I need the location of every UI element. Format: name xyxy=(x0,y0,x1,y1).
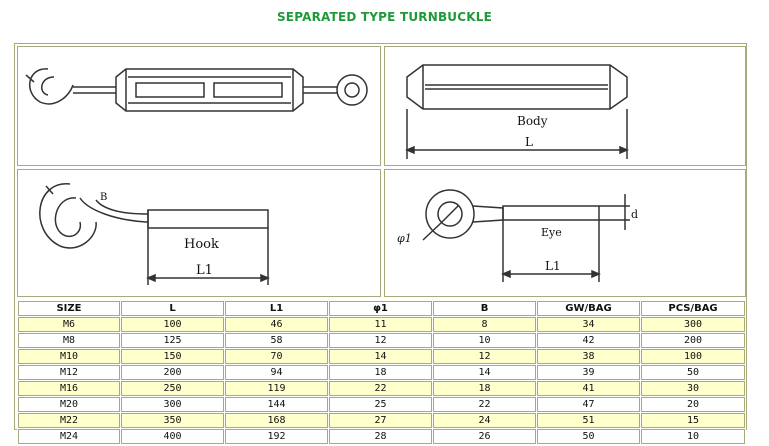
table-cell: 192 xyxy=(225,429,328,444)
table-cell: 200 xyxy=(121,365,224,380)
table-cell: 20 xyxy=(641,397,745,412)
table-cell: 350 xyxy=(121,413,224,428)
table-cell: 22 xyxy=(329,381,432,396)
table-cell: 26 xyxy=(433,429,536,444)
table-cell: 15 xyxy=(641,413,745,428)
spec-table xyxy=(17,300,746,445)
eye-label: Eye xyxy=(541,226,562,239)
eye-drawing xyxy=(385,170,747,298)
table-cell: 25 xyxy=(329,397,432,412)
eye-drawing-panel xyxy=(384,169,746,297)
eye-phi-label: φ1 xyxy=(397,232,412,245)
body-drawing-panel xyxy=(384,46,746,166)
table-cell: 27 xyxy=(329,413,432,428)
table-cell: 47 xyxy=(537,397,640,412)
table-body xyxy=(18,317,745,444)
table-row xyxy=(18,381,745,396)
table-cell: 250 xyxy=(121,381,224,396)
table-cell: 58 xyxy=(225,333,328,348)
table-header-row xyxy=(18,301,745,316)
table-cell: 119 xyxy=(225,381,328,396)
hook-drawing-panel xyxy=(17,169,381,297)
table-row xyxy=(18,397,745,412)
table-cell: 22 xyxy=(433,397,536,412)
column-header: GW/BAG xyxy=(537,301,640,316)
table-cell: 14 xyxy=(329,349,432,364)
table-cell: 12 xyxy=(433,349,536,364)
table-row xyxy=(18,349,745,364)
table-cell: 46 xyxy=(225,317,328,332)
table-cell: 144 xyxy=(225,397,328,412)
table-cell: 18 xyxy=(433,381,536,396)
table-cell: M22 xyxy=(18,413,120,428)
table-row xyxy=(18,413,745,428)
table-cell: 38 xyxy=(537,349,640,364)
table-cell: 70 xyxy=(225,349,328,364)
table-cell: 51 xyxy=(537,413,640,428)
table-cell: 168 xyxy=(225,413,328,428)
column-header: L1 xyxy=(225,301,328,316)
table-cell: 200 xyxy=(641,333,745,348)
column-header: φ1 xyxy=(329,301,432,316)
table-cell: M6 xyxy=(18,317,120,332)
table-cell: 100 xyxy=(121,317,224,332)
eye-d-label: d xyxy=(631,208,639,221)
table-cell: 30 xyxy=(641,381,745,396)
table-cell: 24 xyxy=(433,413,536,428)
table-cell: 150 xyxy=(121,349,224,364)
hook-dimension-label: L1 xyxy=(196,263,213,278)
table-row xyxy=(18,333,745,348)
body-label: Body xyxy=(517,114,548,128)
column-header: B xyxy=(433,301,536,316)
table-cell: 50 xyxy=(537,429,640,444)
table-cell: 10 xyxy=(433,333,536,348)
table-cell: 125 xyxy=(121,333,224,348)
table-cell: 39 xyxy=(537,365,640,380)
hook-b-label: B xyxy=(100,192,108,203)
table-cell: 18 xyxy=(329,365,432,380)
table-row xyxy=(18,365,745,380)
table-cell: 12 xyxy=(329,333,432,348)
hook-drawing xyxy=(18,170,382,298)
table-row xyxy=(18,317,745,332)
hook-label: Hook xyxy=(184,237,219,252)
column-header: SIZE xyxy=(18,301,120,316)
column-header: L xyxy=(121,301,224,316)
table-cell: 100 xyxy=(641,349,745,364)
turnbuckle-drawing xyxy=(18,47,382,167)
table-cell: M8 xyxy=(18,333,120,348)
table-cell: 28 xyxy=(329,429,432,444)
page-title: SEPARATED TYPE TURNBUCKLE xyxy=(276,10,493,24)
table-cell: 10 xyxy=(641,429,745,444)
eye-dimension-label: L1 xyxy=(545,259,561,273)
table-cell: 11 xyxy=(329,317,432,332)
table-cell: 41 xyxy=(537,381,640,396)
table-cell: 8 xyxy=(433,317,536,332)
body-dimension-label: L xyxy=(525,135,533,149)
table-cell: M12 xyxy=(18,365,120,380)
table-row xyxy=(18,429,745,444)
table-cell: 300 xyxy=(641,317,745,332)
body-drawing xyxy=(385,47,747,167)
table-cell: 50 xyxy=(641,365,745,380)
table-cell: M10 xyxy=(18,349,120,364)
table-cell: M24 xyxy=(18,429,120,444)
table-cell: M20 xyxy=(18,397,120,412)
table-cell: 42 xyxy=(537,333,640,348)
table-cell: 94 xyxy=(225,365,328,380)
table-cell: M16 xyxy=(18,381,120,396)
turnbuckle-drawing-panel xyxy=(17,46,381,166)
table-cell: 14 xyxy=(433,365,536,380)
column-header: PCS/BAG xyxy=(641,301,745,316)
table-cell: 34 xyxy=(537,317,640,332)
table-cell: 400 xyxy=(121,429,224,444)
table-cell: 300 xyxy=(121,397,224,412)
